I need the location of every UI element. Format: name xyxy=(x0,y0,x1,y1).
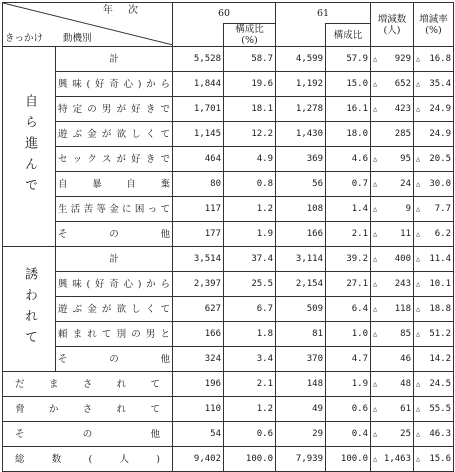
decrease-mark: △ xyxy=(416,404,421,413)
ratio-61: 0.6 xyxy=(326,397,371,422)
year-61-header: 61 xyxy=(276,3,371,24)
increase-count-header: 増減数 (人) xyxy=(371,3,414,47)
increase-rate-value: 35.4 xyxy=(429,78,451,89)
header-row-1 xyxy=(3,3,454,24)
increase-count xyxy=(371,247,414,272)
decrease-mark: △ xyxy=(416,154,421,163)
count-61: 1,192 xyxy=(276,72,326,97)
row-label: その他 xyxy=(56,222,173,247)
ratio-61: 0.4 xyxy=(326,422,371,447)
count-61: 1,278 xyxy=(276,97,326,122)
count-61: 1,430 xyxy=(276,122,326,147)
increase-count-value: 652 xyxy=(394,78,411,89)
row-label: その他 xyxy=(56,347,173,372)
increase-count-value: 24 xyxy=(400,178,411,189)
increase-count xyxy=(371,347,414,372)
table-row xyxy=(3,72,454,97)
row-label: その他 xyxy=(3,422,173,447)
count-60: 627 xyxy=(173,297,224,322)
table-row xyxy=(3,172,454,197)
row-label: 興味(好奇心)から xyxy=(56,72,173,97)
increase-rate xyxy=(414,147,454,172)
year-60-header: 60 xyxy=(173,3,276,24)
decrease-mark: △ xyxy=(416,54,421,63)
ratio-60: 1.9 xyxy=(224,222,276,247)
count-61: 369 xyxy=(276,147,326,172)
statistics-table xyxy=(2,2,454,472)
increase-count-value: 929 xyxy=(394,53,411,64)
count-61: 49 xyxy=(276,397,326,422)
ratio-60: 0.8 xyxy=(224,172,276,197)
increase-count xyxy=(371,322,414,347)
increase-rate-value: 15.6 xyxy=(429,453,451,464)
decrease-mark: △ xyxy=(373,179,378,188)
count-60: 5,528 xyxy=(173,47,224,72)
count-60: 9,402 xyxy=(173,447,224,472)
ratio-60: 18.1 xyxy=(224,97,276,122)
decrease-mark: △ xyxy=(373,404,378,413)
increase-rate xyxy=(414,322,454,347)
increase-count xyxy=(371,97,414,122)
decrease-mark: △ xyxy=(416,104,421,113)
count-60: 1,145 xyxy=(173,122,224,147)
ratio-60: 25.5 xyxy=(224,272,276,297)
increase-rate xyxy=(414,347,454,372)
ratio-61: 100.0 xyxy=(326,447,371,472)
grand-total-label: 総数(人) xyxy=(3,447,173,472)
increase-count xyxy=(371,222,414,247)
increase-rate-value: 6.2 xyxy=(434,228,451,239)
count-60: 177 xyxy=(173,222,224,247)
row-label: 遊ぶ金が欲しくて xyxy=(56,122,173,147)
increase-count xyxy=(371,447,414,472)
count-61: 166 xyxy=(276,222,326,247)
row-label: 遊ぶ金が欲しくて xyxy=(56,297,173,322)
increase-count xyxy=(371,397,414,422)
increase-rate xyxy=(414,397,454,422)
ratio-61: 1.0 xyxy=(326,322,371,347)
increase-count-value: 423 xyxy=(394,103,411,114)
count-60: 54 xyxy=(173,422,224,447)
ratio-60: 1.8 xyxy=(224,322,276,347)
increase-count-value: 25 xyxy=(400,428,411,439)
ratio-61: 39.2 xyxy=(326,247,371,272)
ratio-60: 3.4 xyxy=(224,347,276,372)
decrease-mark: △ xyxy=(373,254,378,263)
ratio-60: 58.7 xyxy=(224,47,276,72)
table-row xyxy=(3,122,454,147)
increase-count xyxy=(371,297,414,322)
group-total-label: 計 xyxy=(56,247,173,272)
decrease-mark: △ xyxy=(373,279,378,288)
ratio-61: 15.0 xyxy=(326,72,371,97)
increase-rate xyxy=(414,422,454,447)
increase-count-value: 285 xyxy=(394,128,411,139)
ratio-60: 19.6 xyxy=(224,72,276,97)
table-row xyxy=(3,322,454,347)
row-label: だまされて xyxy=(3,372,173,397)
increase-rate xyxy=(414,172,454,197)
count-61: 148 xyxy=(276,372,326,397)
ratio-60: 1.2 xyxy=(224,397,276,422)
decrease-mark: △ xyxy=(416,429,421,438)
count-61: 81 xyxy=(276,322,326,347)
increase-count-value: 11 xyxy=(400,228,411,239)
ratio-60: 4.9 xyxy=(224,147,276,172)
count-60: 80 xyxy=(173,172,224,197)
count-61: 29 xyxy=(276,422,326,447)
increase-rate xyxy=(414,297,454,322)
increase-rate-value: 18.8 xyxy=(429,303,451,314)
increase-rate-value: 51.2 xyxy=(429,328,451,339)
decrease-mark: △ xyxy=(373,454,378,463)
group-label: 誘われて xyxy=(3,247,56,372)
decrease-mark: △ xyxy=(416,279,421,288)
increase-rate-value: 16.8 xyxy=(429,53,451,64)
table-row xyxy=(3,197,454,222)
increase-rate xyxy=(414,72,454,97)
row-label: セックスが好きで xyxy=(56,147,173,172)
ratio-61: 2.1 xyxy=(326,222,371,247)
row-label: 特定の男が好きで xyxy=(56,97,173,122)
decrease-mark: △ xyxy=(416,329,421,338)
increase-rate xyxy=(414,197,454,222)
increase-rate-value: 24.9 xyxy=(429,103,451,114)
decrease-mark: △ xyxy=(416,204,421,213)
ratio-61: 4.7 xyxy=(326,347,371,372)
increase-count-value: 400 xyxy=(394,253,411,264)
increase-rate-value: 11.4 xyxy=(429,253,451,264)
count-61: 3,114 xyxy=(276,247,326,272)
ratio-61: 16.1 xyxy=(326,97,371,122)
increase-rate-value: 24.9 xyxy=(429,128,451,139)
ratio-60: 12.2 xyxy=(224,122,276,147)
count-60: 117 xyxy=(173,197,224,222)
count-61: 108 xyxy=(276,197,326,222)
row-label: 脅かされて xyxy=(3,397,173,422)
increase-rate xyxy=(414,372,454,397)
group-total-row xyxy=(3,247,454,272)
table-row xyxy=(3,372,454,397)
row-label: 頼まれて別の男と xyxy=(56,322,173,347)
row-label: 生活苦等金に困って xyxy=(56,197,173,222)
row-label: 興味(好奇心)から xyxy=(56,272,173,297)
increase-rate-header: 増減率 (%) xyxy=(414,3,454,47)
increase-count-value: 243 xyxy=(394,278,411,289)
ratio-60-header: 構成比 (%) xyxy=(224,24,276,47)
increase-count xyxy=(371,72,414,97)
year-label: 年 次 xyxy=(102,5,144,16)
decrease-mark: △ xyxy=(373,379,378,388)
row-label: 自暴自棄 xyxy=(56,172,173,197)
count-61: 4,599 xyxy=(276,47,326,72)
increase-count xyxy=(371,172,414,197)
decrease-mark: △ xyxy=(373,79,378,88)
ratio-61: 6.4 xyxy=(326,297,371,322)
count-61: 370 xyxy=(276,347,326,372)
decrease-mark: △ xyxy=(373,104,378,113)
ratio-60: 2.1 xyxy=(224,372,276,397)
ratio-61: 27.1 xyxy=(326,272,371,297)
increase-rate xyxy=(414,122,454,147)
group-label: 自ら進んで xyxy=(3,47,56,247)
increase-rate-value: 14.2 xyxy=(429,353,451,364)
count-61: 7,939 xyxy=(276,447,326,472)
increase-count-value: 48 xyxy=(400,378,411,389)
increase-count-value: 118 xyxy=(394,303,411,314)
count-61: 56 xyxy=(276,172,326,197)
increase-count-value: 1,463 xyxy=(383,453,411,464)
table-row xyxy=(3,422,454,447)
ratio-61: 4.6 xyxy=(326,147,371,172)
decrease-mark: △ xyxy=(416,379,421,388)
decrease-mark: △ xyxy=(373,204,378,213)
increase-rate-value: 20.5 xyxy=(429,153,451,164)
ratio-60: 100.0 xyxy=(224,447,276,472)
increase-rate xyxy=(414,222,454,247)
count-60: 166 xyxy=(173,322,224,347)
increase-count-value: 95 xyxy=(400,153,411,164)
ratio-61: 1.9 xyxy=(326,372,371,397)
ratio-61: 0.7 xyxy=(326,172,371,197)
count-61: 2,154 xyxy=(276,272,326,297)
ratio-61: 1.4 xyxy=(326,197,371,222)
increase-count xyxy=(371,372,414,397)
increase-count-value: 9 xyxy=(405,203,411,214)
increase-rate-value: 7.7 xyxy=(434,203,451,214)
increase-count xyxy=(371,272,414,297)
increase-rate xyxy=(414,97,454,122)
count-60: 2,397 xyxy=(173,272,224,297)
ratio-61: 57.9 xyxy=(326,47,371,72)
table-row xyxy=(3,97,454,122)
increase-count-value: 85 xyxy=(400,328,411,339)
decrease-mark: △ xyxy=(373,429,378,438)
count-60: 1,701 xyxy=(173,97,224,122)
motive-label: 動機別 xyxy=(63,33,92,44)
grand-total-row xyxy=(3,447,454,472)
ratio-60: 37.4 xyxy=(224,247,276,272)
decrease-mark: △ xyxy=(373,229,378,238)
count-60: 324 xyxy=(173,347,224,372)
decrease-mark: △ xyxy=(416,254,421,263)
decrease-mark: △ xyxy=(373,154,378,163)
increase-count-value: 46 xyxy=(400,353,411,364)
count-60: 196 xyxy=(173,372,224,397)
table-row xyxy=(3,272,454,297)
decrease-mark: △ xyxy=(373,304,378,313)
table-row xyxy=(3,147,454,172)
increase-count xyxy=(371,147,414,172)
decrease-mark: △ xyxy=(416,179,421,188)
increase-rate xyxy=(414,247,454,272)
increase-count xyxy=(371,122,414,147)
count-60: 110 xyxy=(173,397,224,422)
increase-rate-value: 46.3 xyxy=(429,428,451,439)
count-60: 464 xyxy=(173,147,224,172)
ratio-60: 6.7 xyxy=(224,297,276,322)
decrease-mark: △ xyxy=(373,54,378,63)
decrease-mark: △ xyxy=(416,229,421,238)
increase-rate-value: 24.5 xyxy=(429,378,451,389)
group-total-row xyxy=(3,47,454,72)
increase-rate xyxy=(414,47,454,72)
table-row xyxy=(3,222,454,247)
increase-count xyxy=(371,47,414,72)
decrease-mark: △ xyxy=(416,79,421,88)
ratio-60: 1.2 xyxy=(224,197,276,222)
table-row xyxy=(3,297,454,322)
increase-count xyxy=(371,422,414,447)
ratio-61-header: 構成比 xyxy=(326,24,371,47)
increase-rate-value: 30.0 xyxy=(429,178,451,189)
count-60: 3,514 xyxy=(173,247,224,272)
decrease-mark: △ xyxy=(373,329,378,338)
count-61: 509 xyxy=(276,297,326,322)
count-60: 1,844 xyxy=(173,72,224,97)
increase-count-value: 61 xyxy=(400,403,411,414)
ratio-60: 0.6 xyxy=(224,422,276,447)
corner-header xyxy=(3,3,173,47)
increase-count xyxy=(371,197,414,222)
increase-rate-value: 10.1 xyxy=(429,278,451,289)
ratio-61: 18.0 xyxy=(326,122,371,147)
increase-rate xyxy=(414,447,454,472)
table-row xyxy=(3,347,454,372)
trigger-label: きっかけ xyxy=(5,33,44,44)
increase-rate xyxy=(414,272,454,297)
decrease-mark: △ xyxy=(416,304,421,313)
group-total-label: 計 xyxy=(56,47,173,72)
decrease-mark: △ xyxy=(416,454,421,463)
table-row xyxy=(3,397,454,422)
increase-rate-value: 55.5 xyxy=(429,403,451,414)
